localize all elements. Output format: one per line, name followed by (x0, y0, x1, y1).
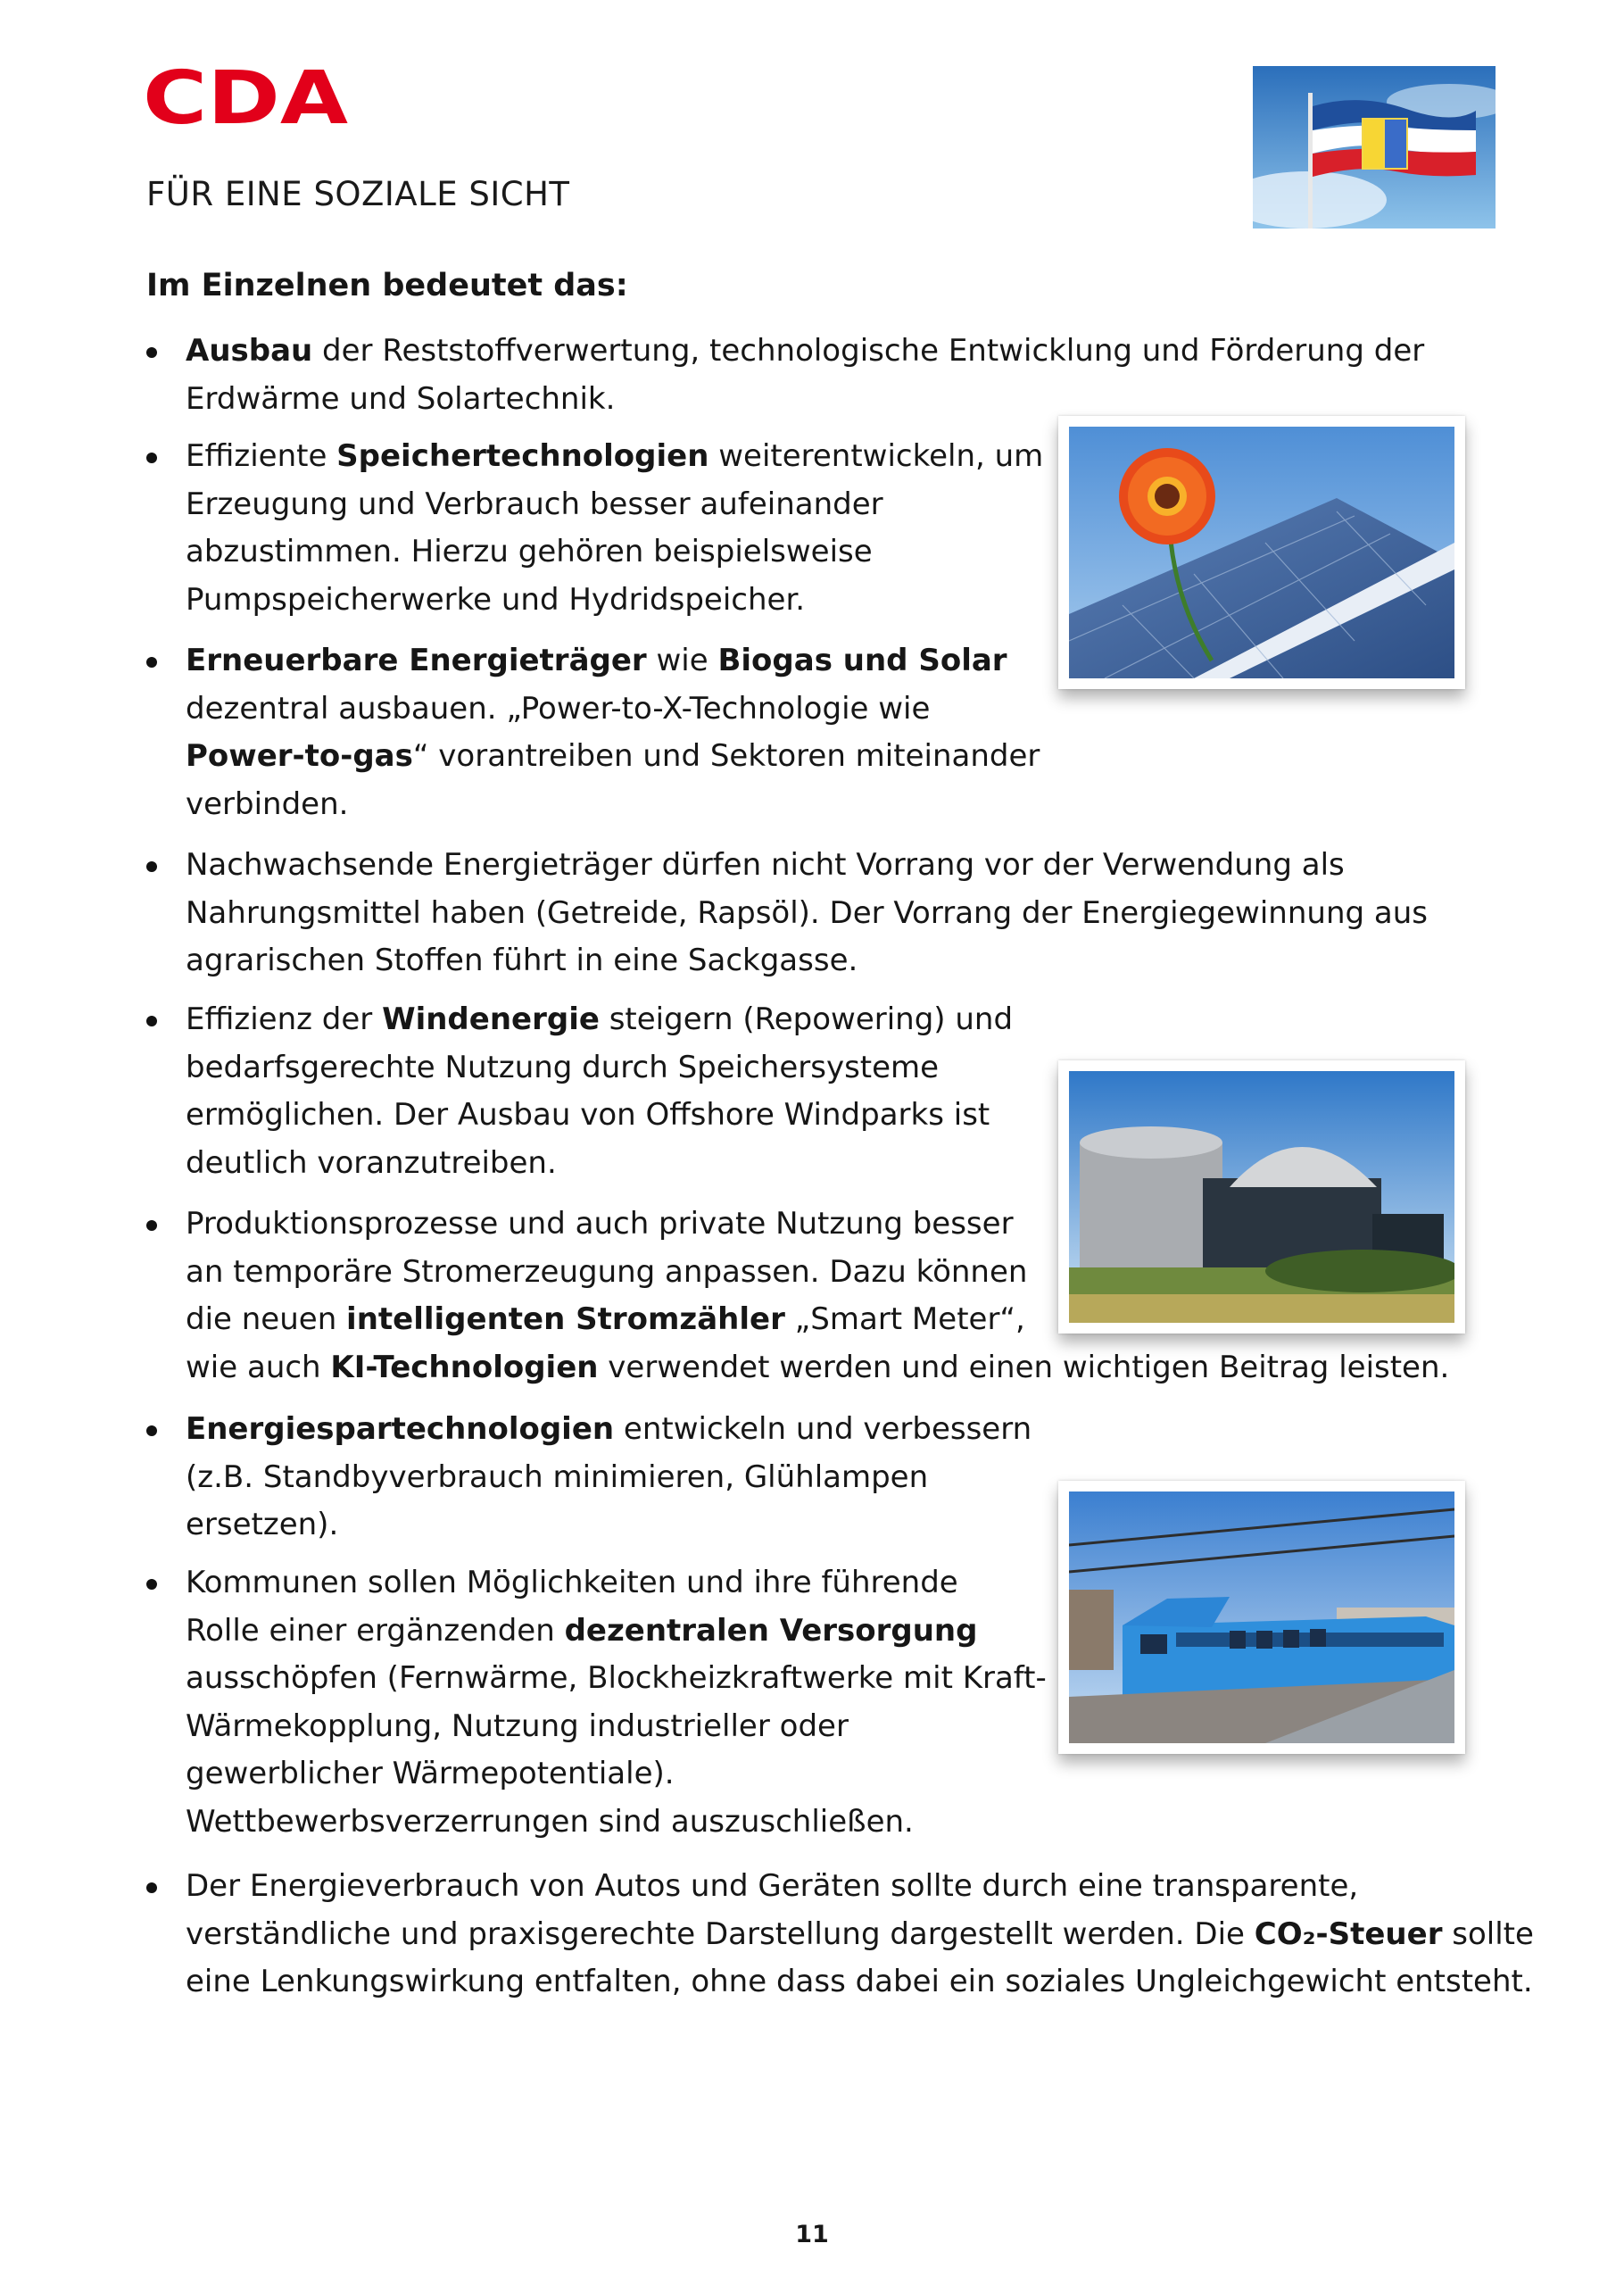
solar-flower-photo (1058, 416, 1465, 689)
text-run: agrarischen Stoffen führt in eine Sackgasse. (186, 943, 858, 978)
text-run: gewerblicher Wärmepotentiale). (186, 1756, 675, 1791)
text-run: Der Energieverbrauch von Autos und Geräten sollte durch eine transparente, (186, 1868, 1359, 1904)
intro-heading: Im Einzelnen bedeutet das: (146, 268, 628, 303)
text-run: verbinden. (186, 785, 349, 822)
text-run: an temporäre Stromerzeugung anpassen. Dazu können (186, 1253, 1028, 1290)
text-run: entwickeln und verbessern (614, 1411, 1032, 1447)
text-run: wie auch (186, 1349, 331, 1385)
bold-term: Energiespartechnologien (186, 1411, 615, 1447)
text-run: Kommunen sollen Möglichkeiten und ihre führende (186, 1565, 958, 1600)
text-run: abzustimmen. Hierzu gehören beispielsweise (186, 534, 873, 569)
text-run: Wärmekopplung, Nutzung industrieller oder (186, 1708, 849, 1744)
text-run: dezentral ausbauen. „Power-to-X-Technologie wie (186, 690, 931, 727)
text-run: “ vorantreiben und Sektoren miteinander (412, 738, 1040, 774)
list-item (186, 1559, 1047, 1846)
text-run: Erdwärme und Solartechnik. (186, 380, 616, 417)
cda-logo (143, 64, 350, 130)
text-run: Rolle einer ergänzenden (186, 1612, 565, 1649)
text-run: weiterentwickeln, um (708, 438, 1044, 474)
text-run: „Smart Meter“, (784, 1301, 1025, 1337)
bold-term: intelligenten Stromzähler (346, 1301, 785, 1337)
text-run: Pumpspeicherwerke und Hydridspeicher. (186, 581, 806, 618)
bold-term: Power-to-gas (186, 738, 413, 774)
text-run: ersetzen). (186, 1507, 339, 1542)
text-run: Produktionsprozesse und auch private Nutzung besser (186, 1206, 1014, 1242)
hydrogen-train-photo (1058, 1481, 1465, 1754)
bold-term: dezentralen Versorgung (564, 1612, 978, 1649)
bold-term: CO₂-Steuer (1254, 1915, 1443, 1952)
text-run: verwendet werden und einen wichtigen Beitrag leisten. (598, 1349, 1450, 1385)
text-run: (z.B. Standbyverbrauch minimieren, Glühlampen (186, 1458, 929, 1495)
bold-term: Biogas und Solar (717, 643, 1007, 678)
logo-text: CDA (143, 64, 349, 130)
list-item (186, 842, 1428, 985)
bold-term: Ausbau (186, 333, 313, 369)
list-item (186, 1406, 1032, 1550)
text-run: ausschöpfen (Fernwärme, Blockheizkraftwerke mit Kraft- (186, 1660, 1047, 1696)
text-run: steigern (Repowering) und (599, 1001, 1014, 1037)
text-run: Wettbewerbsverzerrungen sind auszuschließen. (186, 1803, 914, 1840)
page-subtitle: FÜR EINE SOZIALE SICHT (146, 175, 570, 213)
flag-photo (1253, 66, 1496, 228)
bold-term: Speichertechnologien (336, 438, 709, 474)
text-run: eine Lenkungswirkung entfalten, ohne dass dabei ein soziales Ungleichgewicht entsteht. (186, 1964, 1533, 1999)
text-run: Effizienz der (186, 1001, 383, 1037)
text-run: Nachwachsende Energieträger dürfen nicht Vorrang vor der Verwendung als (186, 847, 1345, 883)
list-item (186, 996, 1013, 1187)
text-run: der Reststoffverwertung, technologische Entwicklung und Förderung der (312, 333, 1425, 369)
text-run: ermöglichen. Der Ausbau von Offshore Windparks ist (186, 1097, 990, 1133)
text-run: bedarfsgerechte Nutzung durch Speichersysteme (186, 1049, 940, 1085)
text-run: deutlich voranzutreiben. (186, 1144, 557, 1181)
bold-term: Erneuerbare Energieträger (186, 643, 647, 678)
text-run: Effiziente (186, 438, 337, 474)
page-number: 11 (795, 2221, 829, 2248)
bold-term: Windenergie (382, 1001, 600, 1037)
list-item (186, 637, 1040, 828)
text-run: wie (646, 643, 718, 678)
text-run: sollte (1442, 1915, 1534, 1952)
list-item (186, 328, 1424, 423)
list-item (186, 1863, 1534, 2007)
biogas-plant-photo (1058, 1060, 1465, 1334)
text-run: Nahrungsmittel haben (Getreide, Rapsöl). Der Vorrang der Energiegewinnung aus (186, 894, 1428, 931)
list-item (186, 433, 1043, 624)
text-run: die neuen (186, 1301, 347, 1337)
bold-term: KI-Technologien (330, 1349, 599, 1385)
text-run: Erzeugung und Verbrauch besser aufeinander (186, 486, 883, 522)
text-run: verständliche und praxisgerechte Darstellung dargestellt werden. Die (186, 1915, 1255, 1952)
